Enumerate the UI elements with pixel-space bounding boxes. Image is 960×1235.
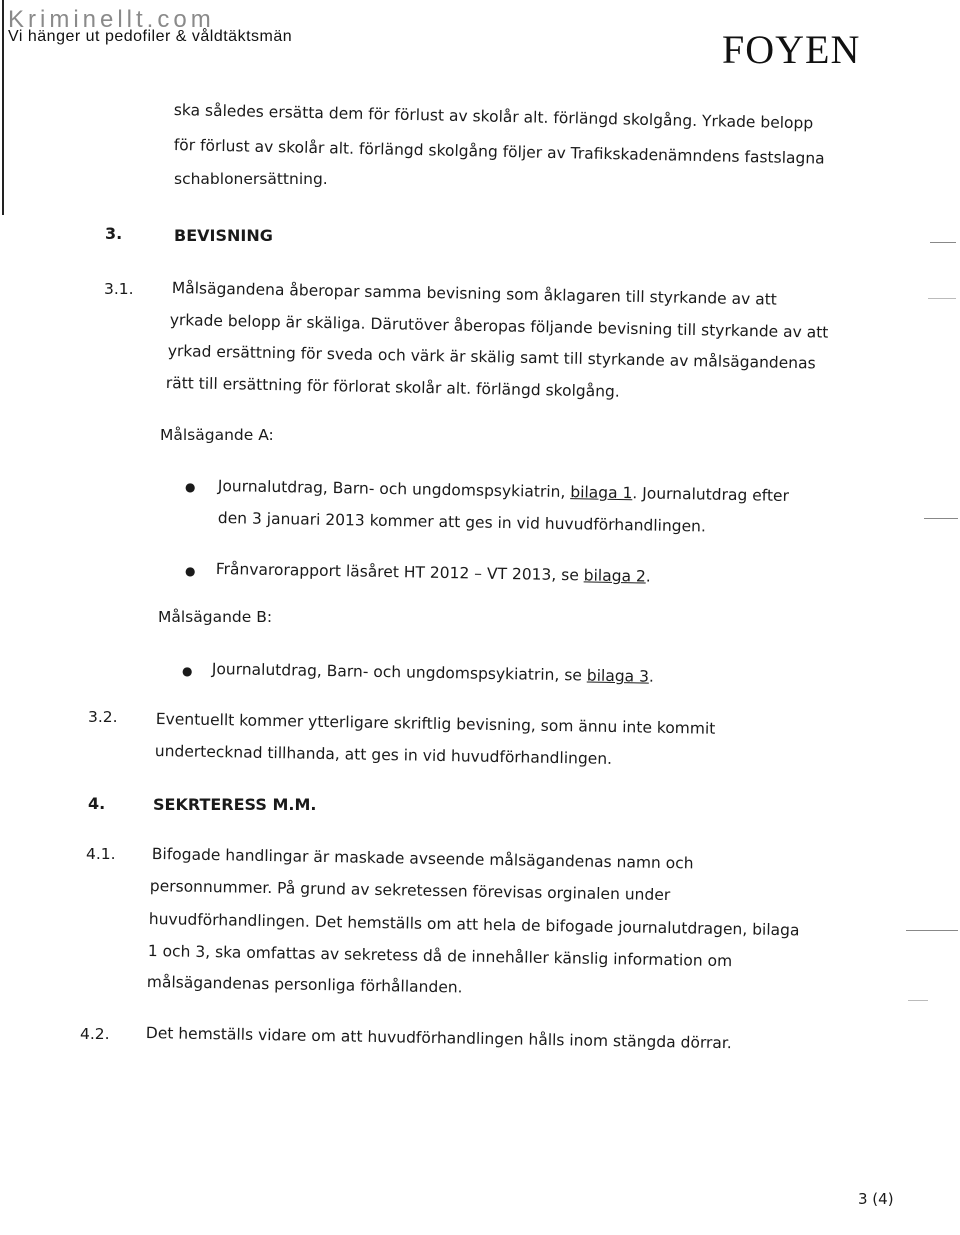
para-4-1-line-3: huvudförhandlingen. Det hemställs om att hela de bifogade journalutdragen, bilaga [148,910,800,940]
bilaga-2-link: bilaga 2 [583,566,646,586]
para-3-1-line-4: rätt till ersättning för förlorat skolår alt. förlängd skolgång. [165,374,620,401]
para-3-1-line-3: yrkad ersättning för sveda och värk är skälig samt till styrkande av målsägandenas [167,342,816,373]
left-margin-bar [2,0,4,215]
plaintiff-b-item-1 [212,660,654,686]
plaintiff-a-item-2-text: Frånvarorapport läsåret HT 2012 – VT 2013, se [215,560,584,585]
plaintiff-a-item-1-line-2: den 3 januari 2013 kommer att ges in vid huvudförhandlingen. [217,509,707,536]
para-3-2-line-1: Eventuellt kommer ytterligare skriftlig bevisning, som ännu inte kommit [155,710,716,738]
para-3-2-number: 3.2. [88,708,118,726]
plaintiff-a-item-1 [218,477,789,505]
plaintiff-a-item-1-text: Journalutdrag, Barn- och ungdomspsykiatrin, [217,477,571,502]
para-4-1-line-2: personnummer. På grund av sekretessen förevisas orginalen under [149,877,671,905]
bullet-b1: ● [182,664,193,678]
firm-logo: FOYEN [722,27,861,72]
section-3-number: 3. [105,224,123,243]
bullet-a1: ● [185,480,196,494]
section-4-number: 4. [88,794,106,813]
bilaga-3-link: bilaga 3 [586,666,650,686]
para-3-1-line-2: yrkade belopp är skäliga. Därutöver åberopas följande bevisning till styrkande av att [169,311,829,342]
intro-line-2: för förlust av skolår alt. förlängd skolgång följer av Trafikskadenämndens fastslagna [173,136,825,168]
intro-line-1: ska således ersätta dem för förlust av skolår alt. förlängd skolgång. Yrkade belopp [173,101,814,133]
plaintiff-b-item-1-text: Journalutdrag, Barn- och ungdomspsykiatrin, se [211,660,588,685]
margin-mark-3 [924,518,958,519]
para-4-1-line-4: 1 och 3, ska omfattas av sekretess då de innehåller känslig information om [147,942,733,971]
para-3-1-number: 3.1. [104,280,134,298]
plaintiff-a-item-2-tail: . [645,567,651,586]
bullet-a2: ● [185,564,196,578]
bilaga-1-link: bilaga 1 [570,483,633,503]
para-3-1-line-1: Målsägandena åberopar samma bevisning som åklagaren till styrkande av att [171,279,778,309]
plaintiff-a-label: Målsägande A: [160,426,274,444]
margin-mark-5 [908,1000,928,1001]
plaintiff-b-label: Målsägande B: [158,608,273,626]
margin-mark-1 [930,242,956,243]
section-3-title: BEVISNING [174,226,273,245]
intro-line-3: schablonersättning. [174,170,328,188]
para-4-1-line-1: Bifogade handlingar är maskade avseende målsägandenas namn och [151,845,694,873]
plaintiff-a-item-2 [216,560,651,586]
plaintiff-a-item-1-tail: . Journalutdrag efter [632,484,790,505]
para-4-2-number: 4.2. [80,1025,110,1043]
margin-mark-2 [928,298,956,299]
page-number: 3 (4) [858,1190,894,1208]
section-4-title: SEKRTERESS M.M. [153,795,317,814]
watermark-title: Kriminellt.com [8,6,215,33]
plaintiff-b-item-1-tail: . [648,667,655,686]
para-4-1-line-5: målsägandenas personliga förhållanden. [146,973,463,997]
margin-mark-4 [906,930,958,931]
para-4-1-number: 4.1. [86,845,116,863]
para-3-2-line-2: undertecknad tillhanda, att ges in vid huvudförhandlingen. [154,742,613,768]
para-4-2-text: Det hemställs vidare om att huvudförhandlingen hålls inom stängda dörrar. [145,1024,732,1053]
watermark-subtitle: Vi hänger ut pedofiler & våldtäktsmän [8,28,293,45]
